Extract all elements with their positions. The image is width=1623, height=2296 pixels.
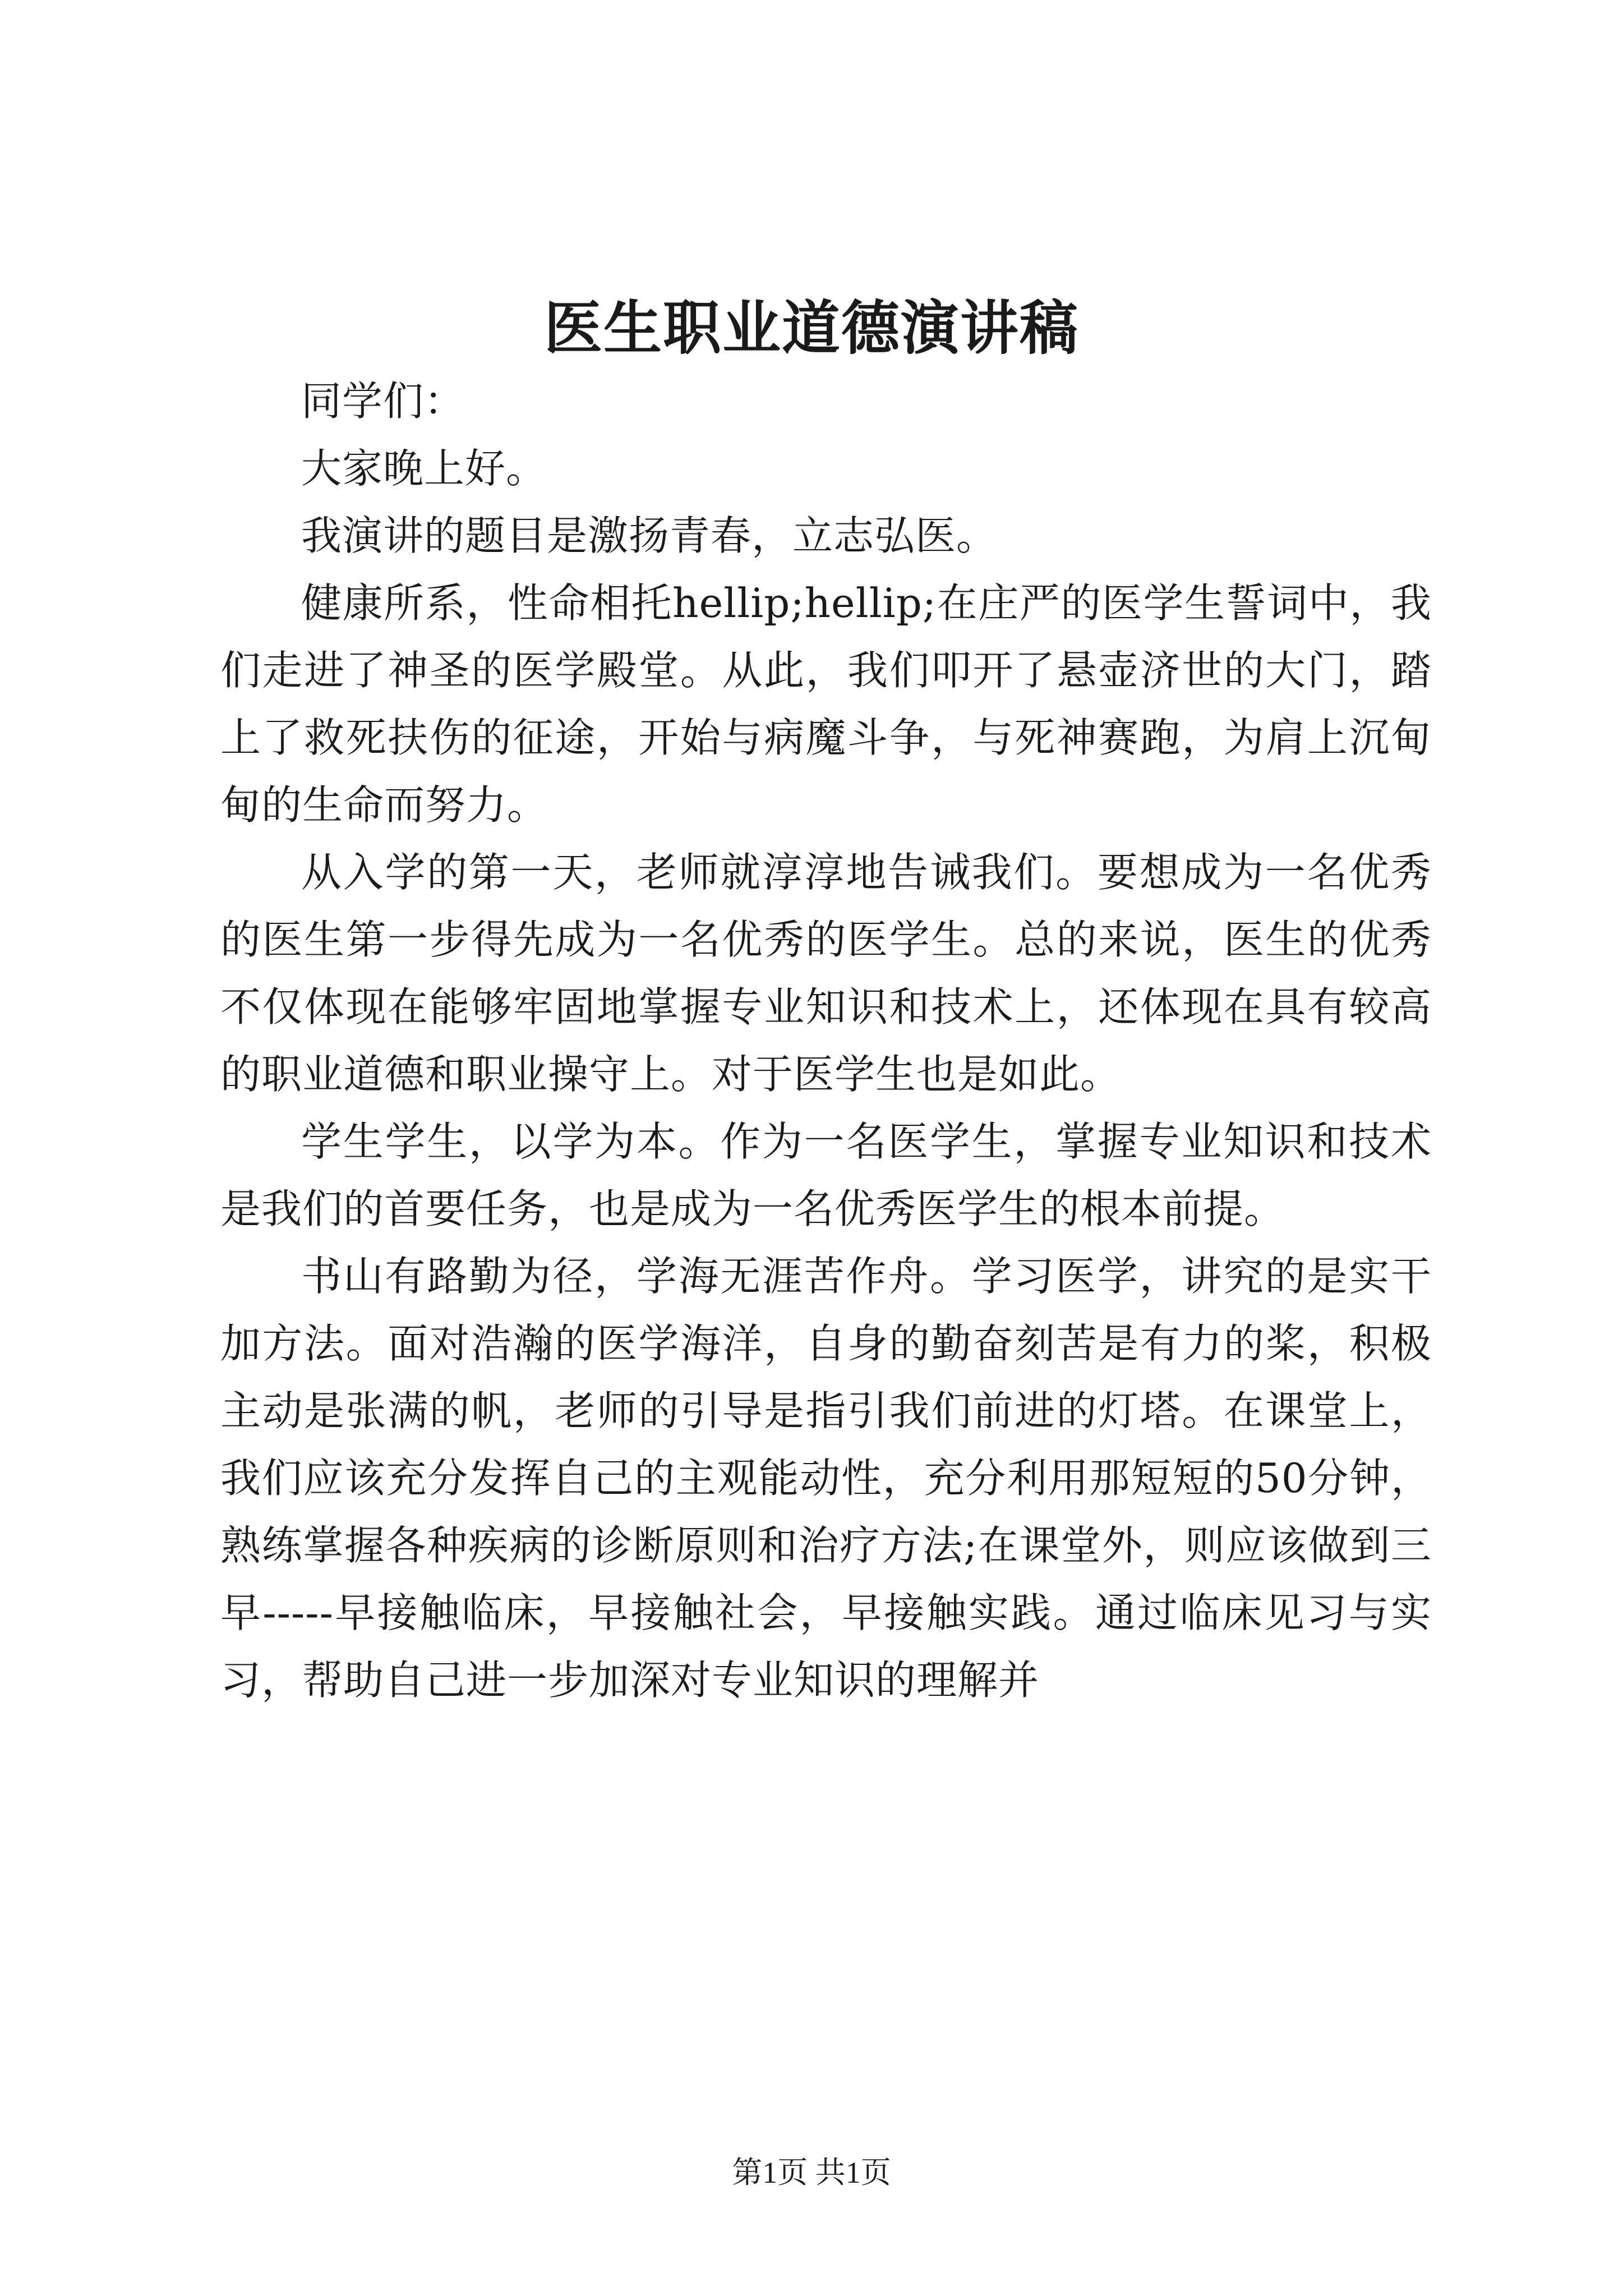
paragraph-topic: 我演讲的题目是激扬青春，立志弘医。 xyxy=(301,512,998,559)
document-body xyxy=(220,367,1432,1714)
page-footer: 第1页 共1页 xyxy=(732,2156,891,2189)
paragraph-first-day: 从入学的第一天，老师就淳淳地告诫我们。要想成为一名优秀的医生第一步得先成为一名优秀的医学生。总的来说，医生的优秀不仅体现在能够牢固地掌握专业知识和技术上，还体现在具有较高的职业道德和职业操守上。对于医学生也是如此。 xyxy=(220,849,1432,1098)
paragraph-study: 学生学生，以学为本。作为一名医学生，掌握专业知识和技术是我们的首要任务，也是成为一名优秀医学生的根本前提。 xyxy=(220,1118,1432,1232)
paragraph-oath: 健康所系，性命相托hellip;hellip;在庄严的医学生誓词中，我们走进了神圣的医学殿堂。从此，我们叩开了悬壶济世的大门，踏上了救死扶伤的征途，开始与病魔斗争，与死神赛跑，为肩上沉甸甸的生命而努力。 xyxy=(220,579,1432,829)
paragraph-salutation: 大家晚上好。 xyxy=(301,445,547,492)
paragraph-method: 书山有路勤为径，学海无涯苦作舟。学习医学，讲究的是实干加方法。面对浩瀚的医学海洋，自身的勤奋刻苦是有力的桨，积极主动是张满的帆，老师的引导是指引我们前进的灯塔。在课堂上，我们应该充分发挥自己的主观能动性，充分利用那短短的50分钟，熟练掌握各种疾病的诊断原则和治疗方法;在课堂外，则应该做到三早-----早接触临床，早接触社会，早接触实践。通过临床见习与实习，帮助自己进一步加深对专业知识的理解并 xyxy=(220,1253,1432,1704)
paragraph-greeting: 同学们： xyxy=(301,378,465,425)
document-title: 医生职业道德演讲稿 xyxy=(543,293,1079,362)
